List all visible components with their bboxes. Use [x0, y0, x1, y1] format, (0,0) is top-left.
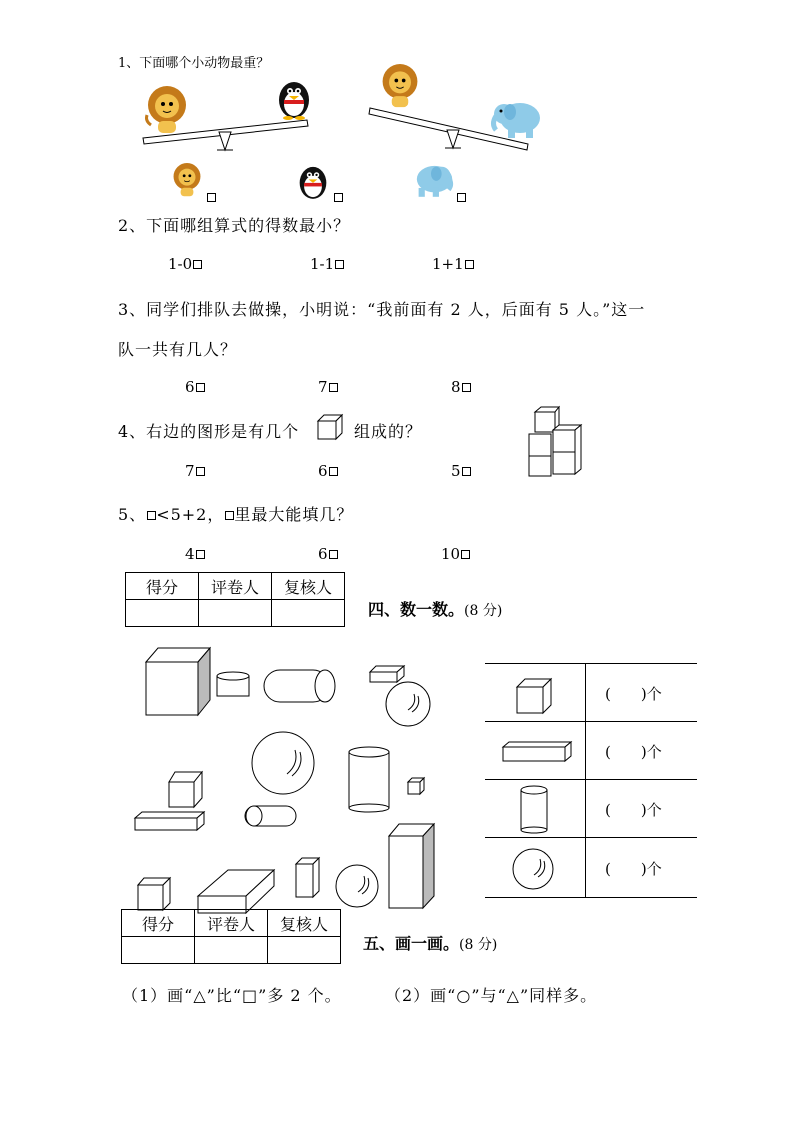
- grader-cell[interactable]: [195, 937, 268, 964]
- q5-text: 5、 <5+2， 里最大能填几？: [118, 505, 354, 524]
- q3-option-2[interactable]: 7: [318, 378, 338, 396]
- q4-option-3[interactable]: 5: [451, 462, 471, 480]
- count-table: [485, 663, 697, 898]
- lion-icon: [143, 85, 191, 135]
- lion-icon: [378, 62, 422, 110]
- solids-collection-figure: [120, 640, 450, 920]
- sphere-icon: [511, 847, 555, 891]
- score-table-2: [121, 909, 341, 964]
- cube-icon: [515, 677, 555, 717]
- cylinder-icon: [519, 784, 549, 834]
- q3-text-line2: 队一共有几人？: [118, 340, 238, 359]
- q2-text: 2、下面哪组算式的得数最小？: [118, 216, 351, 235]
- section5-heading: 五、画一画。(8 分): [363, 934, 498, 953]
- section5-task2: （2）画“○”与“△”同样多。: [385, 986, 598, 1005]
- q4-option-2[interactable]: 6: [318, 462, 338, 480]
- q1-text: 1、下面哪个小动物最重？: [118, 56, 270, 71]
- score-cell[interactable]: [126, 600, 199, 627]
- q1-choice-penguin-checkbox[interactable]: [334, 193, 343, 202]
- section5-task1: （1）画“△”比“□”多 2 个。: [122, 986, 342, 1005]
- reviewer-cell[interactable]: [272, 600, 345, 627]
- count-answer-cube[interactable]: ( )个: [605, 685, 662, 703]
- elephant-icon: [408, 160, 454, 200]
- score-table-1: [125, 572, 345, 627]
- penguin-icon: [297, 163, 329, 201]
- count-answer-sphere[interactable]: ( )个: [605, 860, 662, 878]
- score-header: 得分: [126, 573, 199, 600]
- reviewer-header: 复核人: [268, 910, 341, 937]
- small-cube-icon: [316, 413, 346, 441]
- reviewer-header: 复核人: [272, 573, 345, 600]
- q2-option-3[interactable]: 1+1: [432, 255, 474, 273]
- q3-option-1[interactable]: 6: [185, 378, 205, 396]
- q2-option-2[interactable]: 1-1: [310, 255, 344, 273]
- score-cell[interactable]: [122, 937, 195, 964]
- q4-text-before: 4、右边的图形是有几个: [118, 422, 300, 441]
- stacked-cubes-figure: [525, 406, 585, 480]
- q2-option-1[interactable]: 1-0: [168, 255, 202, 273]
- q5-option-3[interactable]: 10: [441, 545, 470, 563]
- q4-text-after: 组成的？: [354, 422, 423, 441]
- lion-icon: [170, 160, 204, 200]
- q1-choice-lion-checkbox[interactable]: [207, 193, 216, 202]
- q5-option-1[interactable]: 4: [185, 545, 205, 563]
- reviewer-cell[interactable]: [268, 937, 341, 964]
- count-answer-cylinder[interactable]: ( )个: [605, 801, 662, 819]
- grader-cell[interactable]: [199, 600, 272, 627]
- q3-option-3[interactable]: 8: [451, 378, 471, 396]
- section4-heading: 四、数一数。(8 分): [368, 600, 503, 619]
- score-header: 得分: [122, 910, 195, 937]
- elephant-icon: [490, 98, 542, 140]
- count-answer-cuboid[interactable]: ( )个: [605, 743, 662, 761]
- grader-header: 评卷人: [199, 573, 272, 600]
- q1-choice-elephant-checkbox[interactable]: [457, 193, 466, 202]
- cuboid-icon: [501, 741, 573, 763]
- q3-text-line1: 3、同学们排队去做操，小明说：“我前面有 2 人，后面有 5 人。”这一: [118, 300, 646, 319]
- grader-header: 评卷人: [195, 910, 268, 937]
- penguin-icon: [276, 78, 312, 120]
- q4-option-1[interactable]: 7: [185, 462, 205, 480]
- q5-option-2[interactable]: 6: [318, 545, 338, 563]
